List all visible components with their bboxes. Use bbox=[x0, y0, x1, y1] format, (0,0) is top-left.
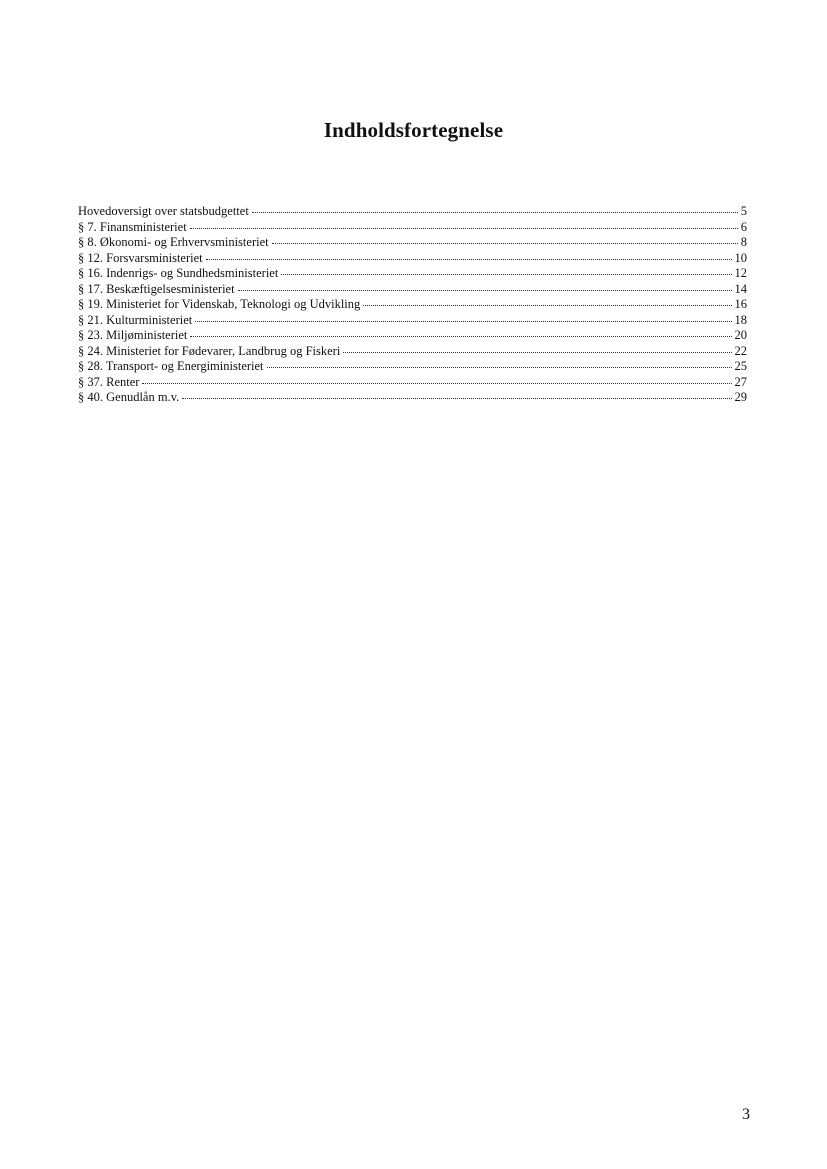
toc-entry[interactable] bbox=[78, 297, 747, 313]
toc-entry-label: § 17. Beskæftigelsesministeriet bbox=[78, 281, 235, 296]
toc-entry-page: 25 bbox=[734, 359, 747, 373]
toc-entry-label: § 7. Finansministeriet bbox=[78, 219, 187, 234]
dot-leader bbox=[190, 335, 731, 337]
toc-entry-label: § 24. Ministeriet for Fødevarer, Landbrug og Fiskeri bbox=[78, 343, 341, 358]
dot-leader bbox=[142, 382, 731, 384]
page-title: Indholdsfortegnelse bbox=[323, 118, 504, 142]
toc-entry-page: 29 bbox=[734, 390, 747, 404]
dot-leader bbox=[238, 289, 732, 291]
toc-entry-page: 27 bbox=[734, 374, 747, 389]
page-number: 3 bbox=[742, 1106, 750, 1123]
toc-entry-page: 18 bbox=[734, 312, 747, 327]
toc-entry-page: 6 bbox=[740, 219, 747, 234]
toc-entry-page: 10 bbox=[734, 250, 747, 265]
dot-leader bbox=[363, 304, 731, 306]
toc-entry[interactable] bbox=[78, 375, 747, 391]
toc-entry[interactable] bbox=[78, 344, 747, 360]
toc-entry-page: 14 bbox=[734, 281, 747, 296]
toc-entry[interactable] bbox=[78, 328, 747, 344]
dot-leader bbox=[267, 366, 732, 368]
toc-entry[interactable] bbox=[78, 390, 747, 406]
toc-entry[interactable] bbox=[78, 282, 747, 298]
toc-entry-label: § 12. Forsvarsministeriet bbox=[78, 250, 203, 265]
dot-leader bbox=[252, 211, 738, 213]
toc-entry[interactable] bbox=[78, 204, 747, 220]
toc-entry-label: § 21. Kulturministeriet bbox=[78, 312, 193, 327]
toc-entry[interactable] bbox=[78, 359, 747, 375]
dot-leader bbox=[343, 351, 731, 353]
table-of-contents bbox=[78, 204, 747, 406]
toc-entry-label: § 37. Renter bbox=[78, 374, 140, 389]
toc-entry-label: § 23. Miljøministeriet bbox=[78, 328, 188, 342]
toc-entry-page: 12 bbox=[734, 266, 747, 280]
toc-entry[interactable] bbox=[78, 251, 747, 267]
toc-entry-page: 8 bbox=[740, 235, 747, 249]
toc-entry-label: § 16. Indenrigs- og Sundhedsministeriet bbox=[78, 266, 279, 280]
toc-entry-label: § 8. Økonomi- og Erhvervsministeriet bbox=[78, 235, 269, 249]
dot-leader bbox=[190, 227, 738, 229]
toc-entry[interactable] bbox=[78, 235, 747, 251]
toc-entry-label: Hovedoversigt over statsbudgettet bbox=[78, 204, 249, 218]
dot-leader bbox=[281, 273, 731, 275]
toc-entry-label: § 19. Ministeriet for Videnskab, Teknologi og Udvikling bbox=[78, 297, 361, 311]
toc-entry[interactable] bbox=[78, 313, 747, 329]
toc-entry[interactable] bbox=[78, 266, 747, 282]
dot-leader bbox=[182, 397, 731, 399]
dot-leader bbox=[206, 258, 732, 260]
toc-entry-page: 22 bbox=[734, 343, 747, 358]
toc-entry-page: 16 bbox=[734, 297, 747, 311]
toc-entry-page: 5 bbox=[740, 204, 747, 218]
toc-entry-label: § 40. Genudlån m.v. bbox=[78, 390, 180, 404]
toc-entry-page: 20 bbox=[734, 328, 747, 342]
toc-entry[interactable] bbox=[78, 220, 747, 236]
toc-entry-label: § 28. Transport- og Energiministeriet bbox=[78, 359, 264, 373]
dot-leader bbox=[195, 320, 731, 322]
dot-leader bbox=[272, 242, 738, 244]
